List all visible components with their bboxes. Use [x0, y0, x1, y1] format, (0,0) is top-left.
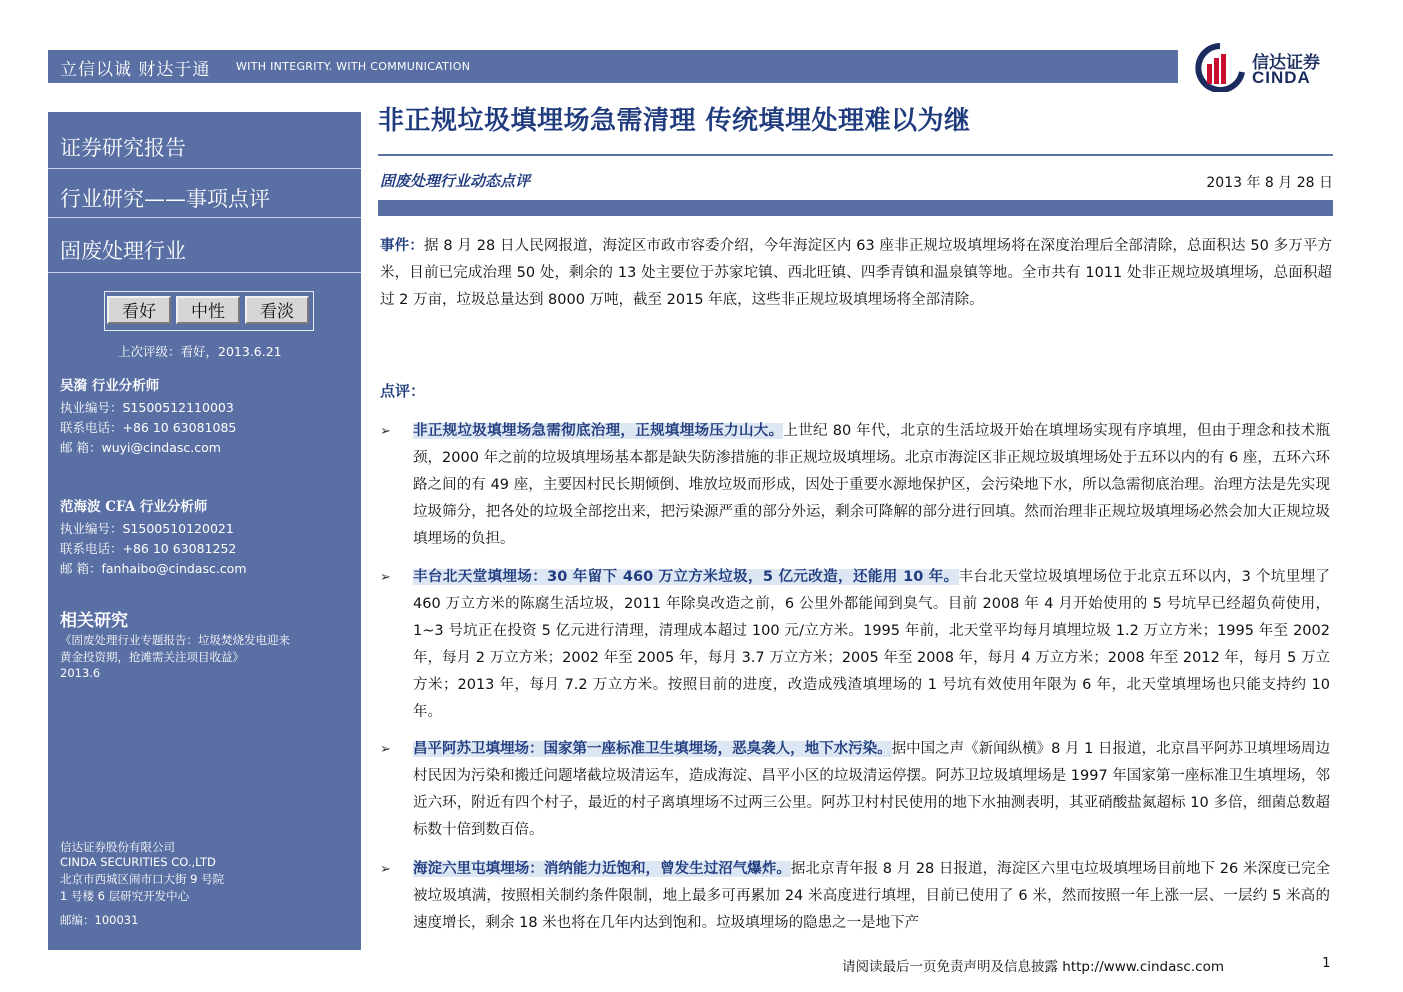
sidebar [48, 112, 361, 950]
bullet-3-text: 据中国之声《新闻纵横》8 月 1 日报道，北京昌平阿苏卫填埋场周边村民因为污染和搬迁问题堵截垃圾清运车，造成海淀、昌平小区的垃圾清运停摆。阿苏卫垃圾填埋场是 1997 年国家第一座标准卫生填埋场，邻近六环，附近有四个村子，最近的村子离填埋场不过两三公里。阿苏卫村村民使用的地下水抽测表明，其亚硝酸盐氮超标 10 多倍，细菌总数超标数十倍到数百倍。 [413, 741, 1331, 838]
analyst-2-name: 范海波 CFA 行业分析师 [60, 499, 208, 515]
header-band [48, 50, 1178, 83]
last-rating: 上次评级：看好，2013.6.21 [118, 344, 282, 359]
rating-box [104, 291, 314, 331]
company-name-en: CINDA SECURITIES CO.,LTD [60, 855, 216, 869]
report-subtitle: 固废处理行业动态点评 [380, 172, 531, 190]
related-research-title-line-1[interactable]: 《固废处理行业专题报告：垃圾焚烧发电迎来 [60, 633, 290, 647]
page-number: 1 [1322, 955, 1331, 971]
report-type: 证券研究报告 [60, 136, 186, 160]
analyst-2-phone: 联系电话：+86 10 63081252 [60, 541, 237, 556]
slogan-english: WITH INTEGRITY. WITH COMMUNICATION [236, 60, 471, 73]
sidebar-divider [48, 217, 361, 218]
bullet-1-text: 上世纪 80 年代，北京的生活垃圾开始在填埋场实现有序填埋，但由于理念和技术瓶颈，2000 年之前的垃圾填埋场基本都是缺失防渗措施的非正规垃圾填埋场。北京市海淀区非正规垃圾填埋场处于五环以内的有 6 座，五环六环路之间的有 49 座，主要因村民长期倾倒、堆放垃圾而形成，因处于重要水源地保护区，会污染地下水，所以急需彻底治理。治理方法是先实现垃圾筛分，把各处的垃圾全部挖出来，把污染源严重的部分外运，剩余可降解的部分进行回填。然而治理非正规垃圾填埋场必然会加大正规垃圾填埋场的负担。 [413, 423, 1330, 547]
event-label: 事件： [380, 237, 424, 254]
industry-name: 固废处理行业 [60, 239, 186, 263]
related-research-date: 2013.6 [60, 666, 101, 680]
bullet-paragraph-4 [413, 856, 1330, 940]
comment-label: 点评： [380, 382, 426, 400]
analyst-1-email[interactable]: 邮 箱：wuyi@cindasc.com [60, 440, 221, 455]
arrow-bullet-icon: ➢ [380, 570, 391, 585]
bullet-4-text: 据北京青年报 8 月 28 日报道，海淀区六里屯垃圾填埋场目前地下 26 米深度已完全被垃圾填满，按照相关制约条件限制，地上最多可再累加 24 米高度进行填埋，目前已使用了 6 米，然而按照一年上涨一层、一层约 5 米高的速度增长，剩余 18 米也将在几年内达到饱和。垃圾填埋场的隐患之一是地下产 [413, 861, 1330, 931]
bullet-2-text: 丰台北天堂垃圾填埋场位于北京五环以内，3 个坑里埋了 460 万立方米的陈腐生活垃圾，2011 年除臭改造之前，6 公里外都能闻到臭气。目前 2008 年 4 月开始使用的 5 号坑早已经超负荷使用，1~3 号坑正在投资 5 亿元进行清理，清理成本超过 100 元/立方米。1995 年前，北天堂平均每月填埋垃圾 1.2 万立方米；1995 年至 2002 年，每月 2 万立方米；2002 年至 2005 年，每月 3.7 万立方米；2005 年至 2008 年，每月 4 万立方米；2008 年至 2012 年，每月 5 万立方米；2013 年，每月 7.2 万立方米。按照目前的进度，改造成残渣填埋场的 1 号坑有效使用年限为 6 年，北天堂填埋场也只能支持约 10 年。 [413, 569, 1331, 720]
header-bar [378, 200, 1333, 216]
footer-disclaimer[interactable]: 请阅读最后一页免责声明及信息披露 http://www.cindasc.com [842, 959, 1224, 975]
arrow-bullet-icon: ➢ [380, 862, 391, 877]
company-postcode: 邮编：100031 [60, 913, 139, 927]
related-research-title-line-2[interactable]: 黄金投资期，抢滩需关注项目收益》 [60, 650, 244, 664]
bullet-paragraph-1 [413, 418, 1330, 553]
cinda-logo-icon [1190, 42, 1250, 92]
bullet-paragraph-3 [413, 736, 1330, 844]
related-research-heading: 相关研究 [60, 611, 128, 631]
bullet-1-highlight: 非正规垃圾填埋场急需彻底治理，正规填埋场压力山大。 [413, 423, 784, 439]
rating-positive: 看好 [107, 296, 171, 324]
analyst-1-phone: 联系电话：+86 10 63081085 [60, 420, 237, 435]
title-rule [378, 154, 1333, 156]
rating-neutral: 中性 [176, 296, 240, 324]
research-type: 行业研究——事项点评 [60, 187, 270, 211]
slogan-chinese: 立信以诚 财达于通 [60, 60, 211, 80]
report-title: 非正规垃圾填埋场急需清理 传统填埋处理难以为继 [378, 106, 971, 136]
bullet-paragraph-2 [413, 564, 1330, 726]
arrow-bullet-icon: ➢ [380, 424, 391, 439]
analyst-2-license: 执业编号：S1500510120021 [60, 521, 234, 536]
company-address-1: 北京市西城区闹市口大街 9 号院 [60, 872, 225, 886]
report-date: 2013 年 8 月 28 日 [1206, 175, 1333, 191]
event-text: 据 8 月 28 日人民网报道，海淀区市政市容委介绍，今年海淀区内 63 座非正规垃圾填埋场将在深度治理后全部清除，总面积达 50 多万平方米，目前已完成治理 50 处，剩余的 13 处主要位于苏家坨镇、西北旺镇、四季青镇和温泉镇等地。全市共有 1011 处非正规垃圾填埋场，总面积超过 2 万亩，垃圾总量达到 8000 万吨，截至 2015 年底，这些非正规垃圾填埋场将全部清除。 [380, 238, 1333, 308]
bullet-4-highlight: 海淀六里屯填埋场：消纳能力近饱和，曾发生过沼气爆炸。 [413, 861, 791, 877]
analyst-1-license: 执业编号：S1500512110003 [60, 400, 234, 415]
bullet-2-highlight: 丰台北天堂填埋场：30 年留下 460 万立方米垃圾，5 亿元改造，还能用 10 年。 [413, 569, 959, 585]
analyst-1-name: 吴漪 行业分析师 [60, 378, 160, 394]
cinda-logo [1190, 42, 1340, 92]
rating-negative: 看淡 [245, 296, 309, 324]
logo-text-cn: 信达证券 [1252, 53, 1320, 73]
bullet-3-highlight: 昌平阿苏卫填埋场：国家第一座标准卫生填埋场，恶臭袭人，地下水污染。 [413, 741, 892, 757]
company-address-2: 1 号楼 6 层研究开发中心 [60, 889, 190, 903]
analyst-2-email[interactable]: 邮 箱：fanhaibo@cindasc.com [60, 561, 247, 576]
event-paragraph [380, 232, 1332, 314]
sidebar-divider [48, 272, 361, 273]
logo-text-en: CINDA [1252, 68, 1311, 87]
sidebar-divider [48, 168, 361, 169]
company-name-cn: 信达证券股份有限公司 [60, 840, 175, 854]
arrow-bullet-icon: ➢ [380, 742, 391, 757]
